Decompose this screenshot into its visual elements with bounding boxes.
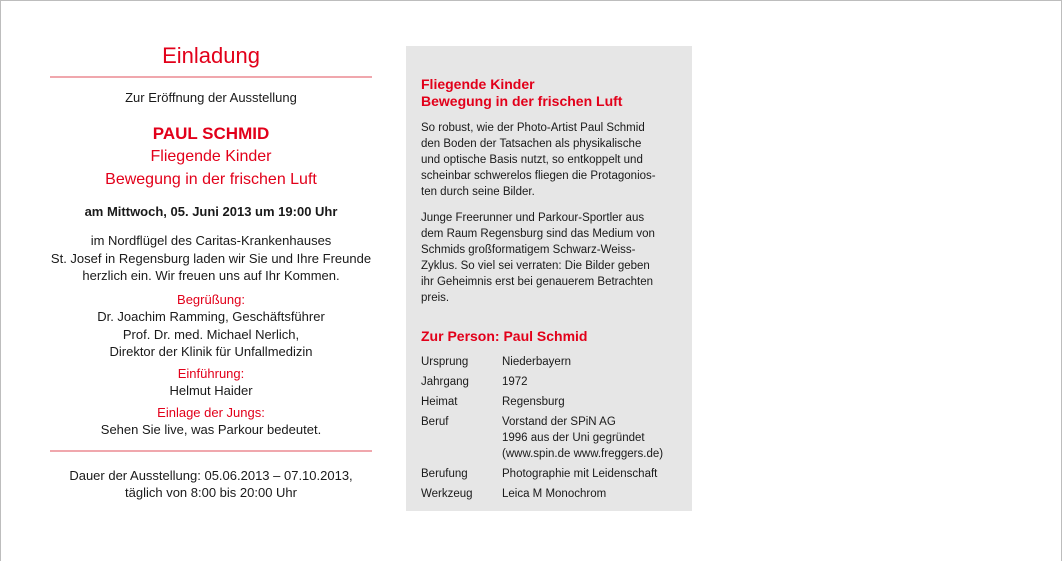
bio-label: Berufung xyxy=(421,468,468,480)
program-heading: Einlage der Jungs: xyxy=(157,404,265,420)
bio-value xyxy=(502,374,663,394)
paragraph-line: den Boden der Tatsachen als physikalische xyxy=(421,138,642,150)
bio-value-line: Leica M Monochrom xyxy=(502,488,607,500)
program-line: Prof. Dr. med. Michael Nerlich, xyxy=(122,326,300,342)
bio-row xyxy=(421,374,663,394)
bottom-divider xyxy=(50,450,372,452)
bio-value-line: (www.spin.de www.freggers.de) xyxy=(502,448,664,460)
intro-text: Zur Eröffnung der Ausstellung xyxy=(125,90,297,105)
bio-value-line: 1996 aus der Uni gegründet xyxy=(502,432,645,444)
bio-table xyxy=(421,354,663,506)
bio-value-line: 1972 xyxy=(502,376,528,388)
invitation-column xyxy=(50,42,372,502)
artist-name: PAUL SCHMID xyxy=(152,124,270,143)
venue-line: St. Josef in Regensburg laden wir Sie und Ihre Freunde xyxy=(50,250,372,266)
panel-heading-line: Fliegende Kinder xyxy=(421,76,535,92)
bio-row xyxy=(421,414,663,466)
paragraph-line: ten durch seine Bilder. xyxy=(421,186,535,198)
person-heading: Zur Person: Paul Schmid xyxy=(421,328,588,344)
bio-value-line: Regensburg xyxy=(502,396,565,408)
description-paragraph xyxy=(421,210,679,306)
subtitle-line: Fliegende Kinder xyxy=(150,148,272,165)
info-panel xyxy=(406,46,692,511)
description-paragraph xyxy=(421,120,679,200)
bio-value xyxy=(502,486,663,506)
program-line: Helmut Haider xyxy=(169,383,253,398)
panel-heading-line: Bewegung in der frischen Luft xyxy=(421,93,623,109)
bio-row xyxy=(421,394,663,414)
subtitle-line: Bewegung in der frischen Luft xyxy=(105,171,317,188)
program-performance xyxy=(50,404,372,439)
bio-label: Beruf xyxy=(421,416,449,428)
bio-value-line: Vorstand der SPiN AG xyxy=(502,416,616,428)
paragraph-line: So robust, wie der Photo-Artist Paul Schmid xyxy=(421,122,645,134)
panel-heading xyxy=(421,76,679,110)
paragraph-line: dem Raum Regensburg sind das Medium von xyxy=(421,228,655,240)
venue-text xyxy=(50,232,372,285)
paragraph-line: Junge Freerunner und Parkour-Sportler aus xyxy=(421,212,645,224)
bio-value xyxy=(502,354,663,374)
program-heading: Einführung: xyxy=(177,365,245,381)
paragraph-line: scheinbar schwerelos fliegen die Protagonios- xyxy=(421,170,656,182)
paragraph-line: ihr Geheimnis erst bei genauerem Betrachten xyxy=(421,276,654,288)
event-date: am Mittwoch, 05. Juni 2013 um 19:00 Uhr xyxy=(84,204,338,219)
top-divider xyxy=(50,76,372,78)
paragraph-line: preis. xyxy=(421,292,450,304)
exhibition-duration xyxy=(50,467,372,502)
bio-value-line: Photographie mit Leidenschaft xyxy=(502,468,658,480)
bio-value xyxy=(502,466,663,486)
bio-row xyxy=(421,354,663,374)
venue-line: herzlich ein. Wir freuen uns auf Ihr Kommen. xyxy=(82,268,340,283)
program-heading: Begrüßung: xyxy=(177,291,245,307)
paragraph-line: und optische Basis nutzt, so entkoppelt und xyxy=(421,154,643,166)
program-line: Direktor der Klinik für Unfallmedizin xyxy=(109,344,313,359)
bio-row xyxy=(421,486,663,506)
bio-value xyxy=(502,394,663,414)
duration-line: täglich von 8:00 bis 20:00 Uhr xyxy=(125,485,297,500)
exhibition-subtitle xyxy=(50,145,372,191)
program-introduction xyxy=(50,365,372,400)
program-line: Sehen Sie live, was Parkour bedeutet. xyxy=(100,422,322,437)
bio-value xyxy=(502,414,663,466)
invitation-title: Einladung xyxy=(162,43,260,68)
bio-label: Heimat xyxy=(421,396,458,408)
duration-line: Dauer der Ausstellung: 05.06.2013 – 07.10.2013, xyxy=(69,467,353,483)
program-greeting xyxy=(50,291,372,361)
bio-label: Ursprung xyxy=(421,356,469,368)
bio-label: Jahrgang xyxy=(421,376,469,388)
paragraph-line: Schmids großformatigem Schwarz-Weiss- xyxy=(421,244,636,256)
paragraph-line: Zyklus. So viel sei verraten: Die Bilder geben xyxy=(421,260,650,272)
program-line: Dr. Joachim Ramming, Geschäftsführer xyxy=(97,309,325,324)
venue-line: im Nordflügel des Caritas-Krankenhauses xyxy=(90,233,332,248)
bio-value-line: Niederbayern xyxy=(502,356,572,368)
bio-row xyxy=(421,466,663,486)
bio-label: Werkzeug xyxy=(421,488,473,500)
